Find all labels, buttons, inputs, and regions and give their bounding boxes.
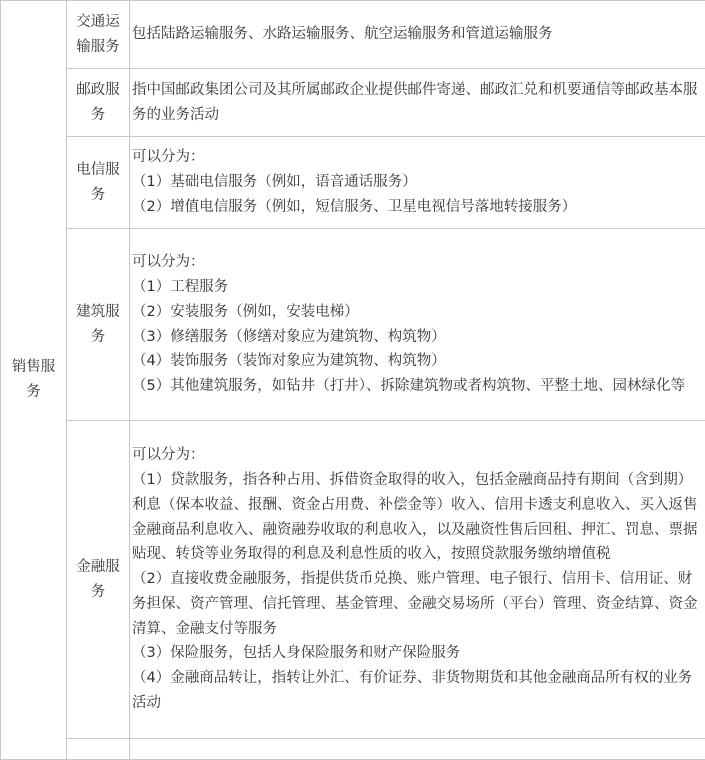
description-line: （4）装饰服务（装饰对象应为建筑物、构筑物） xyxy=(132,349,703,374)
table-row xyxy=(1,137,705,229)
table-row xyxy=(1,421,705,739)
description-line: 指中国邮政集团公司及其所属邮政企业提供邮件寄递、邮政汇兑和机要通信等邮政基本服务的业务活动 xyxy=(132,78,703,128)
description-cell xyxy=(130,739,705,760)
description-line: （1）基础电信服务（例如，语音通话服务） xyxy=(132,170,703,195)
subcategory-label: 邮政服务 xyxy=(76,82,120,123)
subcategory-label: 电信服务 xyxy=(76,162,120,203)
description-cell xyxy=(130,69,705,137)
subcategory-cell xyxy=(67,229,130,421)
description-line: （3）修缮服务（修缮对象应为建筑物、构筑物） xyxy=(132,325,703,350)
subcategory-label: 交通运输服务 xyxy=(76,14,120,55)
subcategory-cell xyxy=(67,421,130,739)
description-cell xyxy=(130,229,705,421)
description-line: （5）其他建筑服务，如钻井（打井）、拆除建筑物或者构筑物、平整土地、园林绿化等 xyxy=(132,374,703,399)
description-line: （1）贷款服务，指各种占用、拆借资金取得的收入，包括金融商品持有期间（含到期）利息（保本收益、报酬、资金占用费、补偿金等）收入、信用卡透支利息收入、买入返售金融商品利息收入、融资融券收取的利息收入，以及融资性售后回租、押汇、罚息、票据贴现、转贷等业务取得的利息及利息性质的收入，按照贷款服务缴纳增值税 xyxy=(132,468,703,567)
description-line: （2）增值电信服务（例如，短信服务、卫星电视信号落地转接服务） xyxy=(132,195,703,220)
description-cell xyxy=(130,421,705,739)
description-line: （3）保险服务，包括人身保险服务和财产保险服务 xyxy=(132,641,703,666)
subcategory-cell xyxy=(67,69,130,137)
table-row xyxy=(1,229,705,421)
subcategory-label: 建筑服务 xyxy=(76,304,120,345)
description-line: （4）金融商品转让，指转让外汇、有价证券、非货物期货和其他金融商品所有权的业务活动 xyxy=(132,666,703,716)
description-line: （1）工程服务 xyxy=(132,275,703,300)
description-line: （2）直接收费金融服务，指提供货币兑换、账户管理、电子银行、信用卡、信用证、财务担保、资产管理、信托管理、基金管理、金融交易场所（平台）管理、资金结算、资金清算、金融支付等服务 xyxy=(132,567,703,641)
table-row xyxy=(1,1,705,69)
description-line: （2）安装服务（例如，安装电梯） xyxy=(132,300,703,325)
description-cell xyxy=(130,1,705,69)
description-cell xyxy=(130,137,705,229)
description-line: 可以分为： xyxy=(132,145,703,170)
subcategory-cell xyxy=(67,1,130,69)
description-line: 可以分为： xyxy=(132,443,703,468)
table-row xyxy=(1,69,705,137)
table-row xyxy=(1,739,705,760)
description-line: 包括陆路运输服务、水路运输服务、航空运输服务和管道运输服务 xyxy=(132,22,703,47)
subcategory-label: 金融服务 xyxy=(76,559,120,600)
subcategory-cell xyxy=(67,739,130,760)
subcategory-cell xyxy=(67,137,130,229)
category-label: 销售服务 xyxy=(12,359,56,400)
description-line: 可以分为： xyxy=(132,250,703,275)
category-cell xyxy=(1,1,67,760)
